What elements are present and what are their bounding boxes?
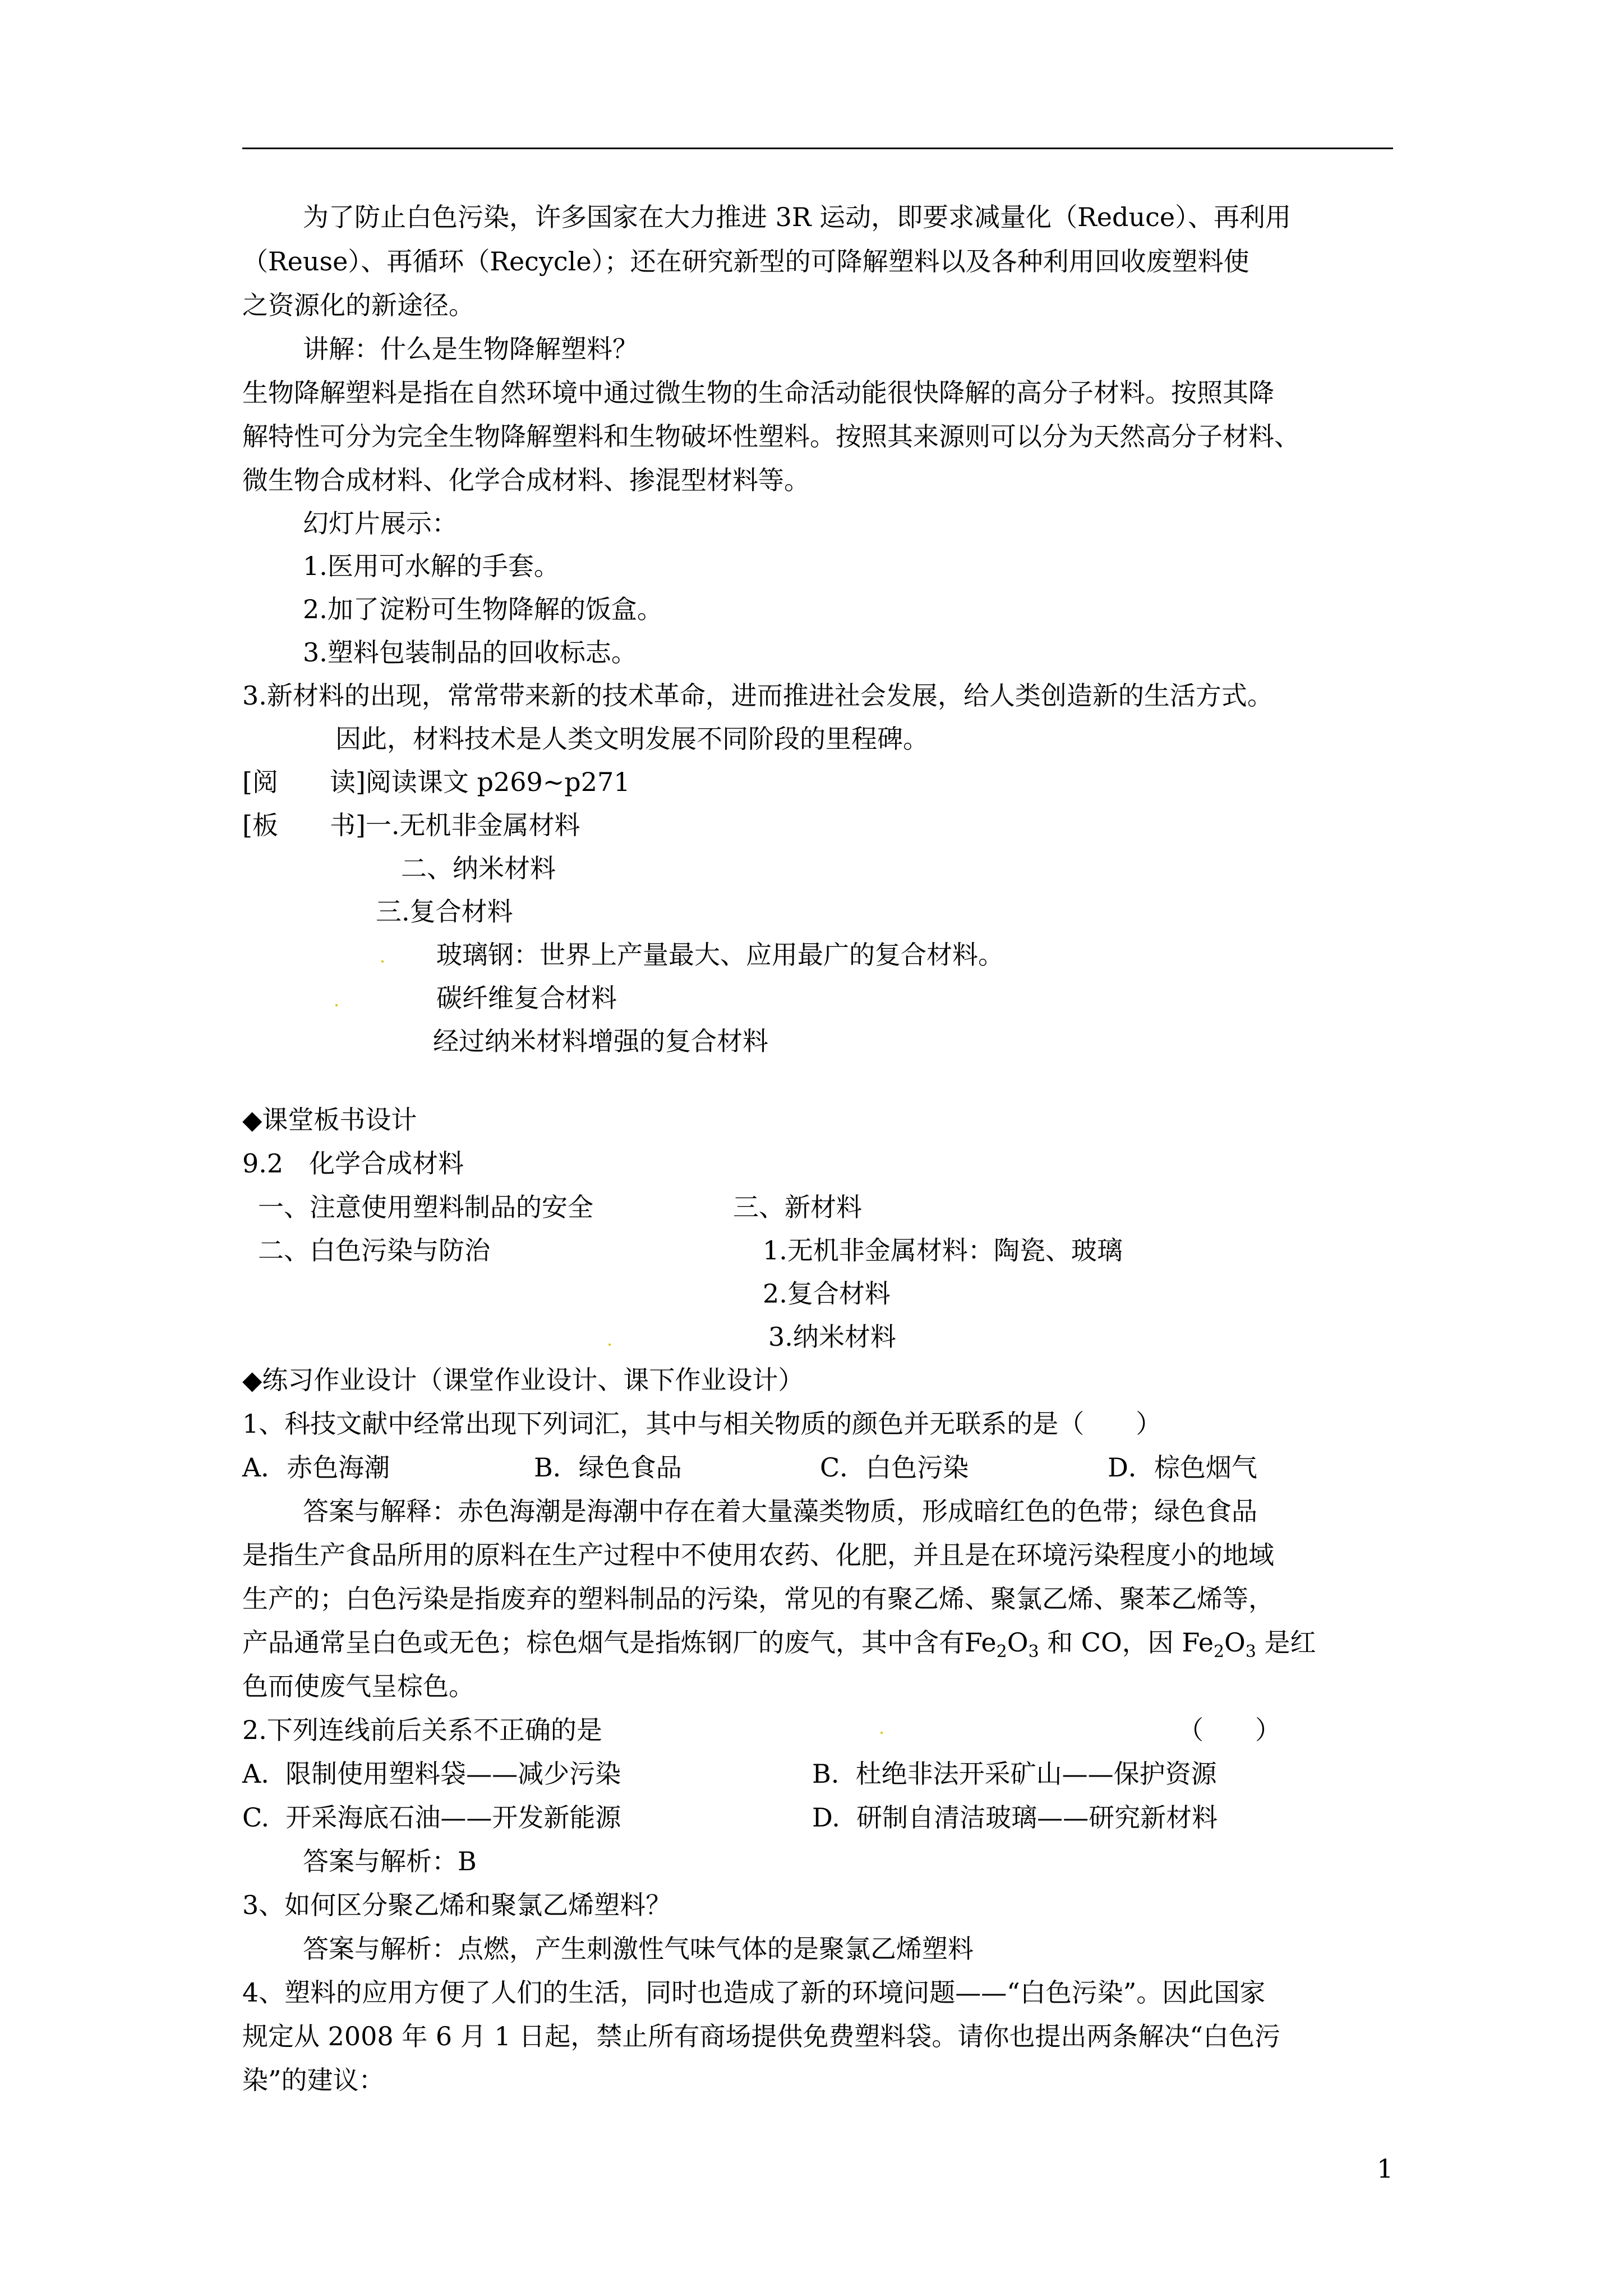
answer-text: 答案与解析：点燃，产生刺激性气味气体的是聚氯乙烯塑料 (303, 1934, 974, 1964)
question-text: 3、如何区分聚乙烯和聚氯乙烯塑料？ (242, 1890, 672, 1920)
question-text: 4、塑料的应用方便了人们的生活，同时也造成了新的环境问题——“白色污染”。因此国家 (242, 1977, 1266, 2008)
board-item: 二、纳米材料 (401, 853, 556, 884)
list-item: 3.塑料包装制品的回收标志。 (303, 637, 637, 668)
paragraph-line: 3.新材料的出现，常常带来新的技术革命，进而推进社会发展，给人类创造新的生活方式。 (242, 680, 1273, 711)
option-a: A．赤色海潮 (242, 1452, 390, 1483)
board-item: 1.无机非金属材料：陶瓷、玻璃 (763, 1235, 1123, 1266)
speck-mark (608, 1343, 611, 1346)
question-text: 2.下列连线前后关系不正确的是 (242, 1715, 602, 1745)
answer-text: 色而使废气呈棕色。 (242, 1671, 474, 1701)
option-c: C. 开采海底石油——开发新能源 (242, 1802, 621, 1833)
answer-text: 答案与解释：赤色海潮是海潮中存在着大量藻类物质，形成暗红色的色带；绿色食品 (303, 1496, 1257, 1526)
option-c: C．白色污染 (820, 1452, 969, 1483)
answer-text: 生产的；白色污染是指废弃的塑料制品的污染，常见的有聚乙烯、聚氯乙烯、聚苯乙烯等， (242, 1584, 1274, 1614)
header-rule (242, 148, 1393, 149)
option-b: B. 杜绝非法开采矿山——保护资源 (812, 1759, 1217, 1789)
board-item: 一、注意使用塑料制品的安全 (258, 1192, 593, 1222)
board-subitem: 玻璃钢：世界上产量最大、应用最广的复合材料。 (436, 940, 1004, 970)
paragraph-line: 幻灯片展示： (303, 508, 458, 539)
option-d: D. 研制自清洁玻璃——研究新材料 (812, 1802, 1218, 1833)
answer-bracket: （ ） (1178, 1715, 1281, 1745)
speck-mark (335, 1004, 338, 1006)
section-heading: ◆练习作业设计（课堂作业设计、课下作业设计） (242, 1365, 804, 1395)
paragraph-line: 生物降解塑料是指在自然环境中通过微生物的生命活动能很快降解的高分子材料。按照其降 (242, 378, 1274, 408)
list-item: 2.加了淀粉可生物降解的饭盒。 (303, 594, 663, 624)
board-subitem: 经过纳米材料增强的复合材料 (433, 1026, 768, 1056)
board-item: 3.纳米材料 (768, 1322, 896, 1352)
paragraph-line: 微生物合成材料、化学合成材料、掺混型材料等。 (242, 465, 810, 495)
section-label: [阅 读]阅读课文 p269~p271 (242, 767, 630, 797)
paragraph-line: 为了防止白色污染，许多国家在大力推进 3R 运动，即要求减量化（Reduce）、再利用 (303, 202, 1292, 232)
speck-mark (880, 1732, 883, 1734)
board-item: 三、新材料 (733, 1192, 862, 1222)
board-item: 二、白色污染与防治 (258, 1235, 490, 1266)
paragraph-line: 因此，材料技术是人类文明发展不同阶段的里程碑。 (335, 724, 929, 754)
question-text: 染”的建议： (242, 2065, 385, 2095)
board-subitem: 碳纤维复合材料 (436, 983, 617, 1013)
section-heading: ◆课堂板书设计 (242, 1105, 417, 1135)
answer-text: 产品通常呈白色或无色；棕色烟气是指炼钢厂的废气，其中含有$Fe_2O_3$ 和 CO，因 $Fe_2O_3$ 是红 (242, 1627, 1316, 1662)
board-item: 2.复合材料 (763, 1278, 891, 1309)
question-text: 规定从 2008 年 6 月 1 日起，禁止所有商场提供免费塑料袋。请你也提出两条解决“白色污 (242, 2021, 1280, 2051)
board-title: 9.2 化学合成材料 (242, 1148, 464, 1179)
answer-text: 是指生产食品所用的原料在生产过程中不使用农药、化肥，并且是在环境污染程度小的地域 (242, 1540, 1274, 1570)
paragraph-line: 解特性可分为完全生物降解塑料和生物破坏性塑料。按照其来源则可以分为天然高分子材料、 (242, 421, 1300, 452)
paragraph-line: （Reuse）、再循环（Recycle）；还在研究新型的可降解塑料以及各种利用回收废塑料使 (242, 246, 1249, 277)
option-b: B．绿色食品 (534, 1452, 682, 1483)
board-item: 三.复合材料 (376, 896, 513, 927)
option-d: D．棕色烟气 (1108, 1452, 1257, 1483)
option-a: A. 限制使用塑料袋——减少污染 (242, 1759, 621, 1789)
section-label: [板 书]一.无机非金属材料 (242, 810, 580, 840)
page-number: 1 (1377, 2154, 1394, 2184)
question-text: 1、科技文献中经常出现下列词汇，其中与相关物质的颜色并无联系的是（ ） (242, 1409, 1162, 1439)
list-item: 1.医用可水解的手套。 (303, 551, 560, 581)
speck-mark (381, 960, 384, 963)
paragraph-line: 讲解：什么是生物降解塑料？ (303, 334, 638, 364)
paragraph-line: 之资源化的新途径。 (242, 290, 474, 320)
answer-text: 答案与解析：B (303, 1846, 477, 1876)
